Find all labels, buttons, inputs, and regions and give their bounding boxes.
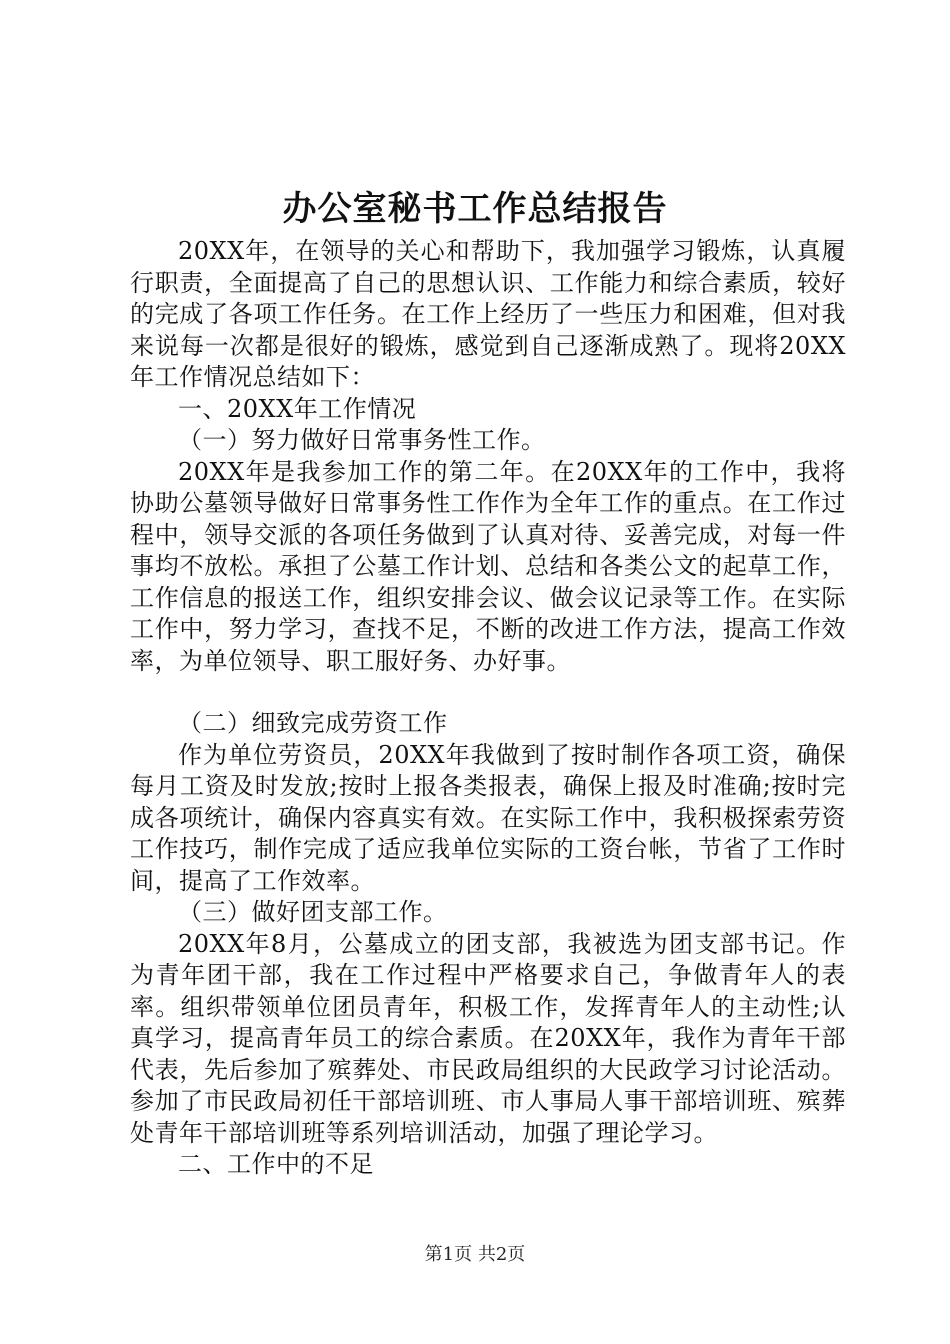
subsection-heading-3: （三）做好团支部工作。 — [178, 898, 448, 926]
section-heading-1: 一、20XX年工作情况 — [178, 394, 417, 423]
body-paragraph-3: 20XX年8月，公墓成立的团支部，我被选为团支部书记。作为青年团干部，我在工作过程中严格要求自己，争做青年人的表率。组织带领单位团员青年，积极工作，发挥青年人的主动性;认真学习，提高青年员工的综合素质。在20XX年，我作为青年干部代表，先后参加了殡葬处、市民政局组织的大民政学习讨论活动。参加了市民政局初任干部培训班、市人事局人事干部培训班、殡葬处青年干部培训班等系列培训活动，加强了理论学习。 — [130, 929, 846, 1147]
page-footer: 第1页 共2页 — [424, 1244, 526, 1265]
document-body — [130, 236, 846, 1181]
section-heading-2: 二、工作中的不足 — [178, 1150, 374, 1178]
body-paragraph-1: 20XX年是我参加工作的第二年。在20XX年的工作中，我将协助公墓领导做好日常事务性工作作为全年工作的重点。在工作过程中，领导交派的各项任务做到了认真对待、妥善完成，对每一件事均不放松。承担了公墓工作计划、总结和各类公文的起草工作，工作信息的报送工作，组织安排会议、做会议记录等工作。在实际工作中，努力学习，查找不足，不断的改进工作方法，提高工作效率，为单位领导、职工服好务、办好事。 — [130, 457, 846, 675]
intro-paragraph: 20XX年，在领导的关心和帮助下，我加强学习锻炼，认真履行职责，全面提高了自己的思想认识、工作能力和综合素质，较好的完成了各项工作任务。在工作上经历了一些压力和困难，但对我来说每一次都是很好的锻炼，感觉到自己逐渐成熟了。现将20XX年工作情况总结如下： — [130, 237, 846, 391]
document-title: 办公室秘书工作总结报告 — [282, 189, 668, 229]
subsection-heading-2: （二）细致完成劳资工作 — [178, 709, 448, 737]
body-paragraph-2: 作为单位劳资员，20XX年我做到了按时制作各项工资，确保每月工资及时发放;按时上报各类报表，确保上报及时准确;按时完成各项统计，确保内容真实有效。在实际工作中，我积极探索劳资工作技巧，制作完成了适应我单位实际的工资台帐，节省了工作时间，提高了工作效率。 — [130, 740, 846, 895]
subsection-heading-1: （一）努力做好日常事务性工作。 — [178, 426, 546, 454]
paragraph-spacer — [130, 677, 846, 708]
